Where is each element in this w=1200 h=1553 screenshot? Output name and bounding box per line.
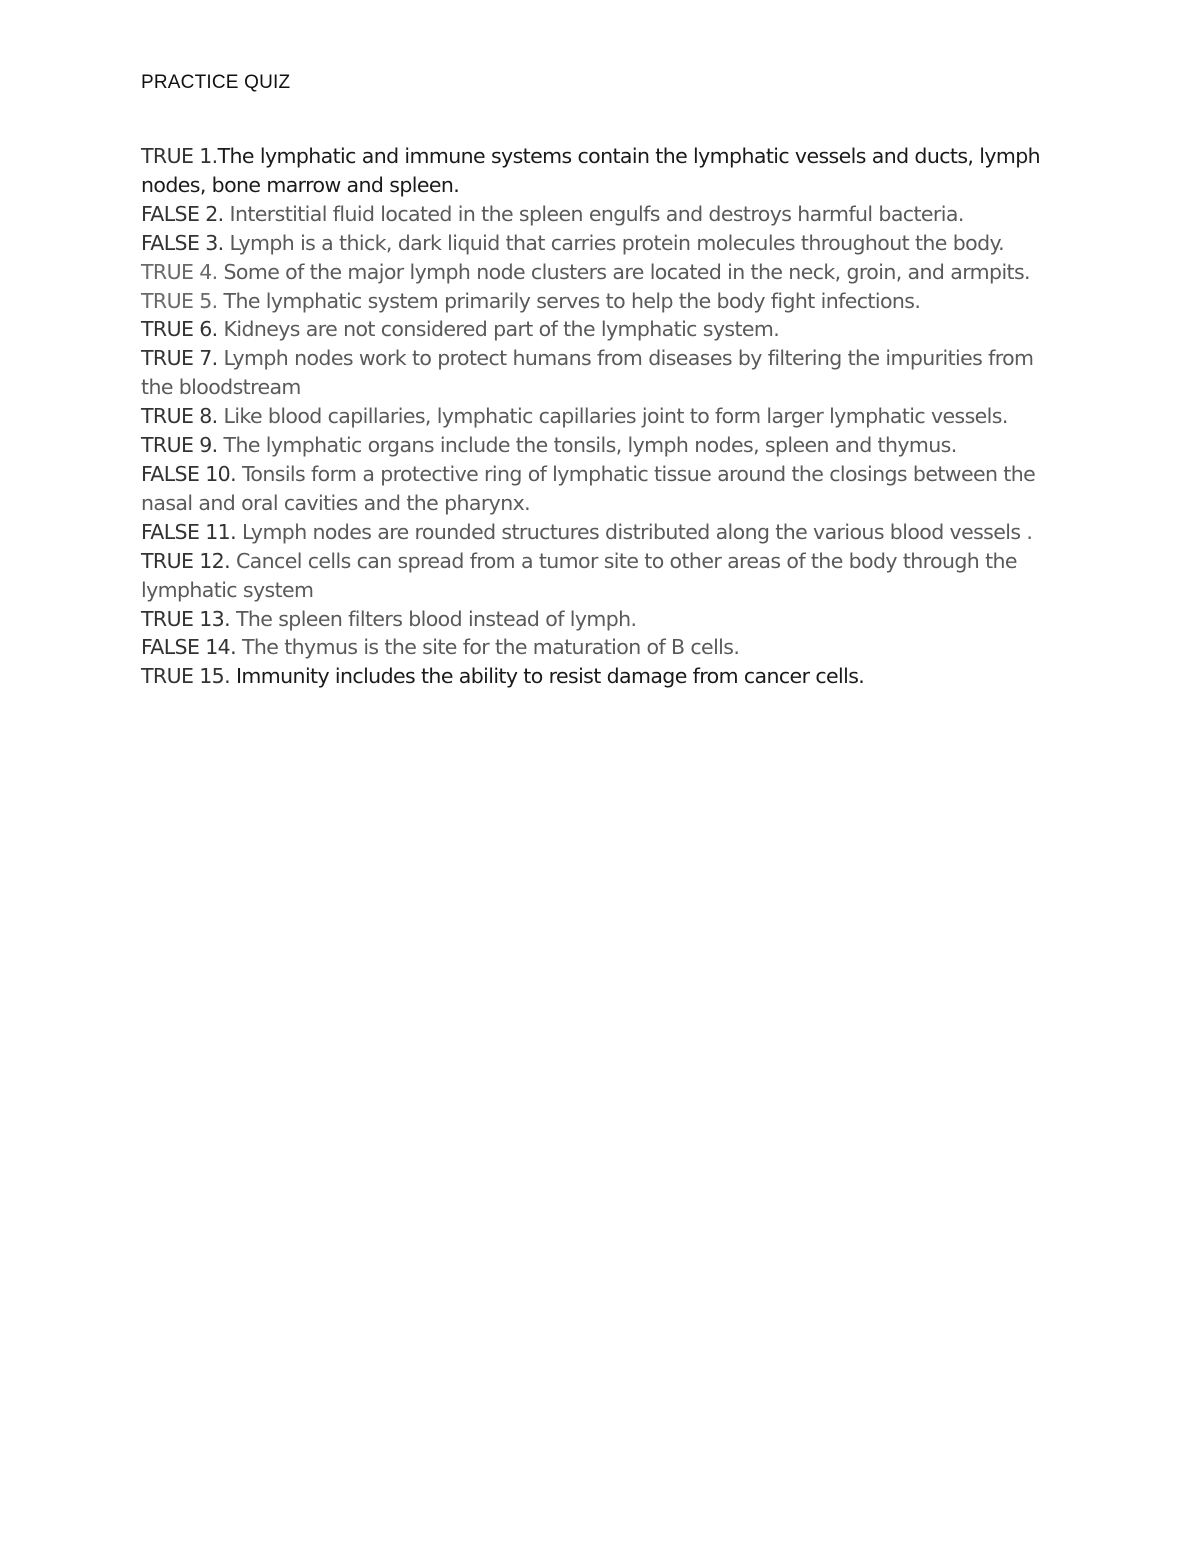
page-title: PRACTICE QUIZ <box>141 72 291 93</box>
quiz-answer: TRUE 6. <box>141 317 224 342</box>
quiz-statement: Cancel cells can spread from a tumor site to other areas of the body through the lymphatic system <box>141 548 1017 602</box>
quiz-list <box>141 142 1061 691</box>
quiz-item-3 <box>141 229 1061 258</box>
quiz-statement: The lymphatic and immune systems contain the lymphatic vessels and ducts, lymph nodes, bone marrow and spleen. <box>141 144 1041 197</box>
quiz-item-13 <box>141 605 1061 634</box>
quiz-statement: The spleen filters blood instead of lymph. <box>235 606 637 631</box>
quiz-answer: FALSE 14. <box>141 635 242 660</box>
quiz-item-15 <box>141 662 1061 691</box>
quiz-answer: TRUE 1. <box>141 144 218 168</box>
quiz-item-7 <box>141 344 1061 402</box>
quiz-statement: Kidneys are not considered part of the lymphatic system. <box>223 317 780 342</box>
quiz-answer: TRUE 8. <box>141 404 224 429</box>
quiz-item-2 <box>141 200 1061 229</box>
quiz-answer: TRUE 5. <box>141 288 224 313</box>
quiz-answer: FALSE 2. <box>141 201 230 226</box>
quiz-answer: TRUE 4. <box>141 259 224 284</box>
quiz-statement: The thymus is the site for the maturation of B cells. <box>241 635 740 660</box>
quiz-item-8 <box>141 402 1061 431</box>
quiz-statement: Like blood capillaries, lymphatic capillaries joint to form larger lymphatic vessels. <box>223 404 1008 429</box>
quiz-item-10 <box>141 460 1061 518</box>
quiz-statement: Interstitial fluid located in the spleen engulfs and destroys harmful bacteria. <box>229 201 964 226</box>
quiz-answer: TRUE 7. <box>141 346 224 371</box>
quiz-statement: Lymph nodes are rounded structures distributed along the various blood vessels . <box>241 519 1033 544</box>
quiz-statement: Lymph is a thick, dark liquid that carries protein molecules throughout the body. <box>229 230 1005 255</box>
quiz-answer: TRUE 12. <box>141 548 236 573</box>
quiz-item-4 <box>141 258 1061 287</box>
quiz-item-14 <box>141 633 1061 662</box>
quiz-statement: The lymphatic organs include the tonsils, lymph nodes, spleen and thymus. <box>223 433 957 458</box>
quiz-statement: Some of the major lymph node clusters are located in the neck, groin, and armpits. <box>223 259 1030 284</box>
quiz-answer: FALSE 11. <box>141 519 242 544</box>
quiz-answer: TRUE 13. <box>141 606 236 631</box>
quiz-statement: The lymphatic system primarily serves to help the body fight infections. <box>223 288 921 313</box>
quiz-item-9 <box>141 431 1061 460</box>
quiz-item-6 <box>141 315 1061 344</box>
quiz-item-12 <box>141 547 1061 605</box>
quiz-item-5 <box>141 287 1061 316</box>
quiz-item-11 <box>141 518 1061 547</box>
quiz-answer: TRUE 15. <box>141 664 236 689</box>
quiz-answer: TRUE 9. <box>141 433 224 458</box>
quiz-item-1 <box>141 142 1061 200</box>
quiz-answer: FALSE 10. <box>141 461 242 486</box>
quiz-statement: Tonsils form a protective ring of lymphatic tissue around the closings between the nasal and oral cavities and the pharynx. <box>141 461 1036 515</box>
quiz-statement: Immunity includes the ability to resist damage from cancer cells. <box>235 664 865 689</box>
quiz-answer: FALSE 3. <box>141 230 230 255</box>
quiz-statement: Lymph nodes work to protect humans from diseases by filtering the impurities from the bloodstream <box>141 346 1034 400</box>
